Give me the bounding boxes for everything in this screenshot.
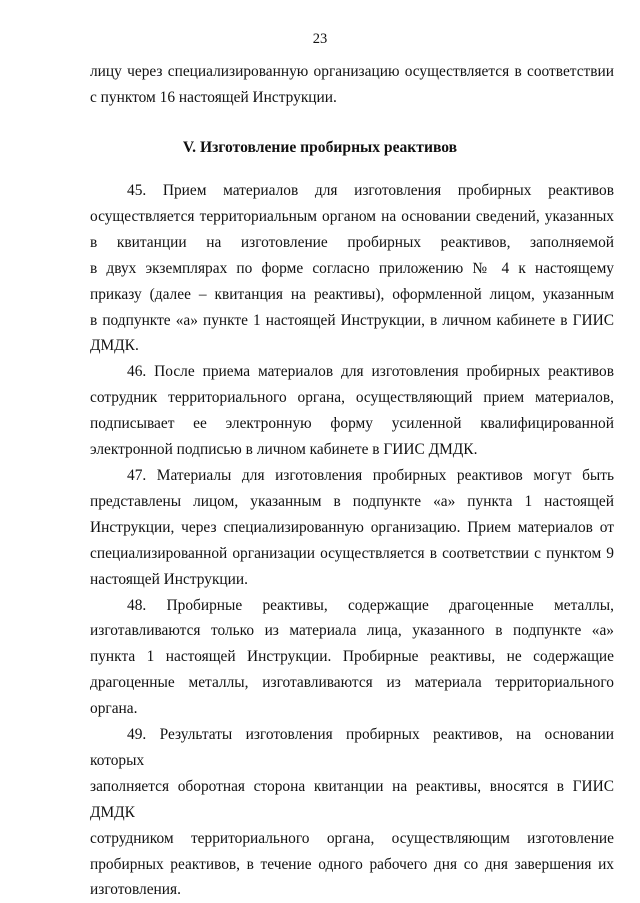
page-number: 23 <box>312 31 328 47</box>
text-line: в подпункте «а» пункте 1 настоящей Инструкции, в личном кабинете в ГИИС <box>90 311 614 329</box>
text-line: лицу через специализированную организацию осуществляется в соответствии <box>90 63 614 80</box>
text-line: пункта 1 настоящей Инструкции. Пробирные реактивы, не содержащие <box>90 648 614 666</box>
text-line: электронной подписью в личном кабинете в ГИИС ДМДК. <box>90 441 478 459</box>
text-line: изготавливаются только из материала лица, указанного в подпункте «а» <box>90 622 614 640</box>
text-line: подписывает ее электронную форму усиленной квалифицированной <box>90 415 614 433</box>
text-line: 47. Материалы для изготовления пробирных реактивов могут быть <box>127 466 614 484</box>
text-line: Инструкции, через специализированную организацию. Прием материалов от <box>90 518 614 536</box>
text-line: сотрудник территориального органа, осуществляющий прием материалов, <box>90 389 614 407</box>
paragraph-45 <box>90 178 614 359</box>
text-line: в двух экземплярах по форме согласно приложению № 4 к настоящему <box>90 259 614 277</box>
paragraph-49 <box>90 722 614 903</box>
text-line: осуществляется территориальным органом на основании сведений, указанных <box>90 207 614 225</box>
text-line: сотрудником территориального органа, осуществляющим изготовление <box>90 829 614 847</box>
text-line: приказу (далее – квитанция на реактивы), оформленной лицом, указанным <box>90 285 614 303</box>
text-line: изготовления. <box>90 881 181 899</box>
section-body <box>90 178 614 903</box>
continuation-paragraph <box>90 59 614 111</box>
text-line: представлены лицом, указанным в подпункте «а» пункта 1 настоящей <box>90 492 614 510</box>
text-line: с пунктом 16 настоящей Инструкции. <box>90 88 337 106</box>
text-line: пробирных реактивов, в течение одного рабочего дня со дня завершения их <box>90 855 614 873</box>
text-line: 49. Результаты изготовления пробирных реактивов, на основании которых <box>90 726 614 769</box>
paragraph-46 <box>90 359 614 463</box>
section-heading: V. Изготовление пробирных реактивов <box>182 139 458 156</box>
paragraph-47 <box>90 463 614 593</box>
text-line: настоящей Инструкции. <box>90 570 248 588</box>
text-line: в квитанции на изготовление пробирных реактивов, заполняемой <box>90 233 614 251</box>
text-line: драгоценные металлы, изготавливаются из материала территориального органа. <box>90 674 614 718</box>
text-line: 48. Пробирные реактивы, содержащие драгоценные металлы, <box>127 596 614 614</box>
text-line: специализированной организации осуществляется в соответствии с пунктом 9 <box>90 544 614 562</box>
paragraph-48 <box>90 593 614 723</box>
text-line: 45. Прием материалов для изготовления пробирных реактивов <box>127 182 614 199</box>
text-line: заполняется оборотная сторона квитанции на реактивы, вносятся в ГИИС ДМДК <box>90 777 614 821</box>
text-line: ДМДК. <box>90 337 139 355</box>
text-line: 46. После приема материалов для изготовления пробирных реактивов <box>127 363 614 381</box>
